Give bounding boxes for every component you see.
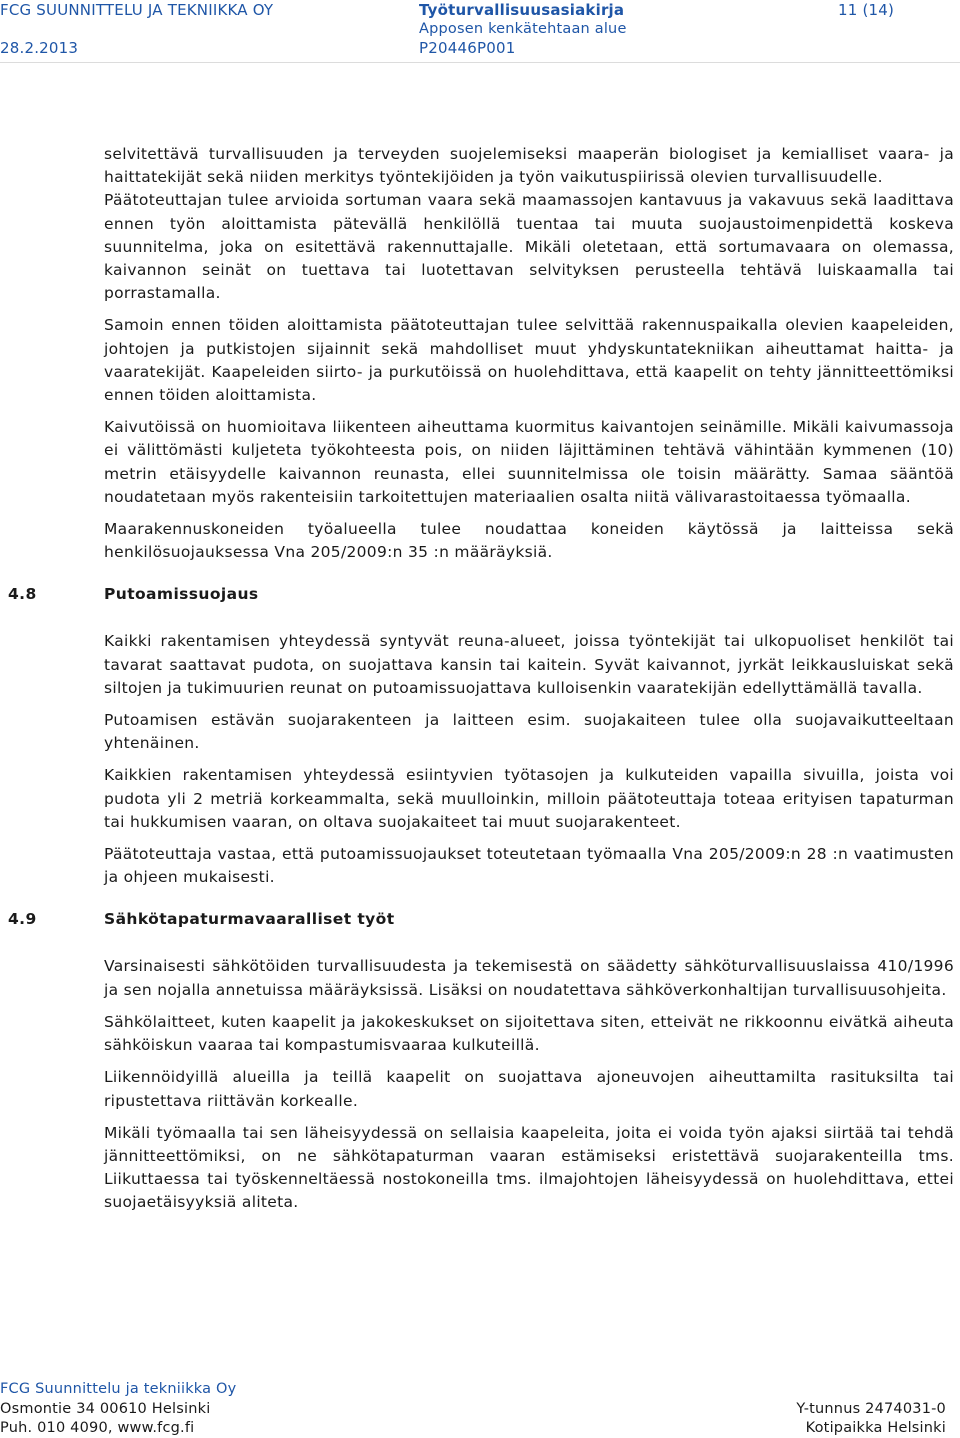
header-doc-subtitle: Apposen kenkätehtaan alue: [419, 21, 627, 37]
footer-business-id: Y-tunnus 2474031-0: [796, 1401, 946, 1417]
body-paragraph: Putoamisen estävän suojarakenteen ja laitteen esim. suojakaiteen tulee olla suojavaikutteeltaan yhtenäinen.: [104, 711, 954, 753]
footer-company: FCG Suunnittelu ja tekniikka Oy: [0, 1381, 237, 1397]
body-paragraph: Maarakennuskoneiden työalueella tulee noudattaa koneiden käytössä ja laitteissa sekä henkilösuojauksessa Vna 205/2009:n 35 :n määräyksiä.: [104, 520, 954, 562]
footer-contact: Puh. 010 4090, www.fcg.fi: [0, 1420, 195, 1436]
page-footer: [0, 1380, 960, 1438]
section-heading: [8, 907, 954, 931]
body-paragraph: Samoin ennen töiden aloittamista päätoteuttajan tulee selvittää rakennuspaikalla olevien kaapeleiden, johtojen ja putkistojen sijainnit sekä mahdolliset muut yhdyskuntatekniikan aiheuttamat haitta- ja vaaratekijät. Kaapeleiden siirto- ja purkutöissä on huolehdittava, että kaapelit on tehty jännitteettömiksi ennen töiden aloittamista.: [104, 316, 954, 405]
header-date: 28.2.2013: [0, 39, 79, 57]
body-paragraph: Päätoteuttajan tulee arvioida sortuman vaara sekä maamassojen kantavuus ja vakavuus sekä laadittava ennen työn aloittamista pätevällä henkilöllä tuentaa tai muuta suojaustoimenpidettä koskeva suunnitelma, joka on esitettävä rakennuttajalle. Mikäli oletetaan, että sortumavaara on olemassa, kaivannon seinät on tuettava tai luotettavan selvityksen perusteella tehtävä luiskaamalla tai porrastamalla.: [104, 191, 954, 303]
body-paragraph: Kaikkien rakentamisen yhteydessä esiintyvien työtasojen ja kulkuteiden vapailla sivuilla, joista voi pudota yli 2 metriä korkeammalta, sekä muulloinkin, milloin päätoteuttaja toteaa erityisen tapaturman tai hukkumisen vaaran, on oltava suojakaiteet tai muut suojarakenteet.: [104, 766, 954, 831]
body-paragraph: Kaikki rakentamisen yhteydessä syntyvät reuna-alueet, joissa työntekijät tai ulkopuoliset henkilöt tai tavarat saattavat pudota, on suojattava kansin tai kaitein. Syvät kaivannot, jyrkät leikkausluiskat sekä siltojen ja tukimuurien reunat on putoamissuojattava kulloisenkin vaaratekijän edellyttämällä tavalla.: [104, 632, 954, 697]
section-title: Putoamissuojaus: [104, 585, 259, 604]
section-heading: [8, 582, 954, 606]
body-paragraph: Varsinaisesti sähkötöiden turvallisuudesta ja tekemisestä on säädetty sähköturvallisuuslaissa 410/1996 ja sen nojalla annetuissa määräyksissä. Lisäksi on noudatettava sähköverkonhaltijan turvallisuusohjeita.: [104, 957, 954, 999]
footer-domicile: Kotipaikka Helsinki: [805, 1420, 946, 1436]
section-putoamissuojaus: [8, 582, 954, 889]
page-header: [0, 0, 960, 62]
section-sahkotapaturmavaaralliset-tyot: [8, 907, 954, 1214]
header-doc-title: Työturvallisuusasiakirja: [419, 1, 625, 19]
footer-address: Osmontie 34 00610 Helsinki: [0, 1401, 211, 1417]
section-number: 4.8: [8, 585, 37, 604]
header-company: FCG SUUNNITTELU JA TEKNIIKKA OY: [0, 1, 274, 19]
body-paragraph: Päätoteuttaja vastaa, että putoamissuojaukset toteutetaan työmaalla Vna 205/2009:n 28 :n vaatimusten ja ohjeen mukaisesti.: [104, 845, 954, 887]
body-paragraph: Kaivutöissä on huomioitava liikenteen aiheuttama kuormitus kaivantojen seinämille. Mikäli kaivumassoja ei välittömästi kuljeteta työkohteesta pois, on niiden läjittäminen tehtävä vähintään kymmenen (10) metrin etäisyydelle kaivannon reunasta, ellei suunnitelmissa ole toisin määrätty. Samaa sääntöä noudatetaan myös rakenteisiin tarkoitettujen materiaalien osalta niitä välivarastoitaessa työmaalla.: [104, 418, 954, 506]
section-title: Sähkötapaturmavaaralliset työt: [104, 910, 395, 929]
body-paragraph: Liikennöidyillä alueilla ja teillä kaapelit on suojattava ajoneuvojen aiheuttamilta rasituksilta tai ripustettava riittävän korkealle.: [104, 1068, 954, 1110]
header-project-code: P20446P001: [419, 39, 516, 57]
body-paragraph: Mikäli työmaalla tai sen läheisyydessä on sellaisia kaapeleita, joita ei voida työn ajaksi siirtää tai tehdä jännitteettömiksi, on ne sähkötapaturman vaaran estämiseksi eristettävä suojarakenteilla tms. Liikuttaessa tai työskenneltäessä nostokoneilla tms. ilmajohtojen läheisyydessä on huolehdittava, ettei suojaetäisyyksiä aliteta.: [104, 1123, 954, 1212]
header-divider: [0, 62, 960, 63]
body-paragraph: selvitettävä turvallisuuden ja terveyden suojelemiseksi maaperän biologiset ja kemialliset vaara- ja haittatekijät sekä niiden merkitys työntekijöiden ja työn vaikutuspiirissä olevien turvallisuudelle.: [104, 145, 954, 187]
section-number: 4.9: [8, 910, 37, 929]
document-body: [8, 143, 954, 1224]
header-page-number: 11 (14): [838, 1, 895, 19]
body-paragraph: Sähkölaitteet, kuten kaapelit ja jakokeskukset on sijoitettava siten, etteivät ne rikkoonnu eivätkä aiheuta sähköiskun vaaraa tai kompastumisvaaraa kulkuteillä.: [104, 1012, 954, 1055]
